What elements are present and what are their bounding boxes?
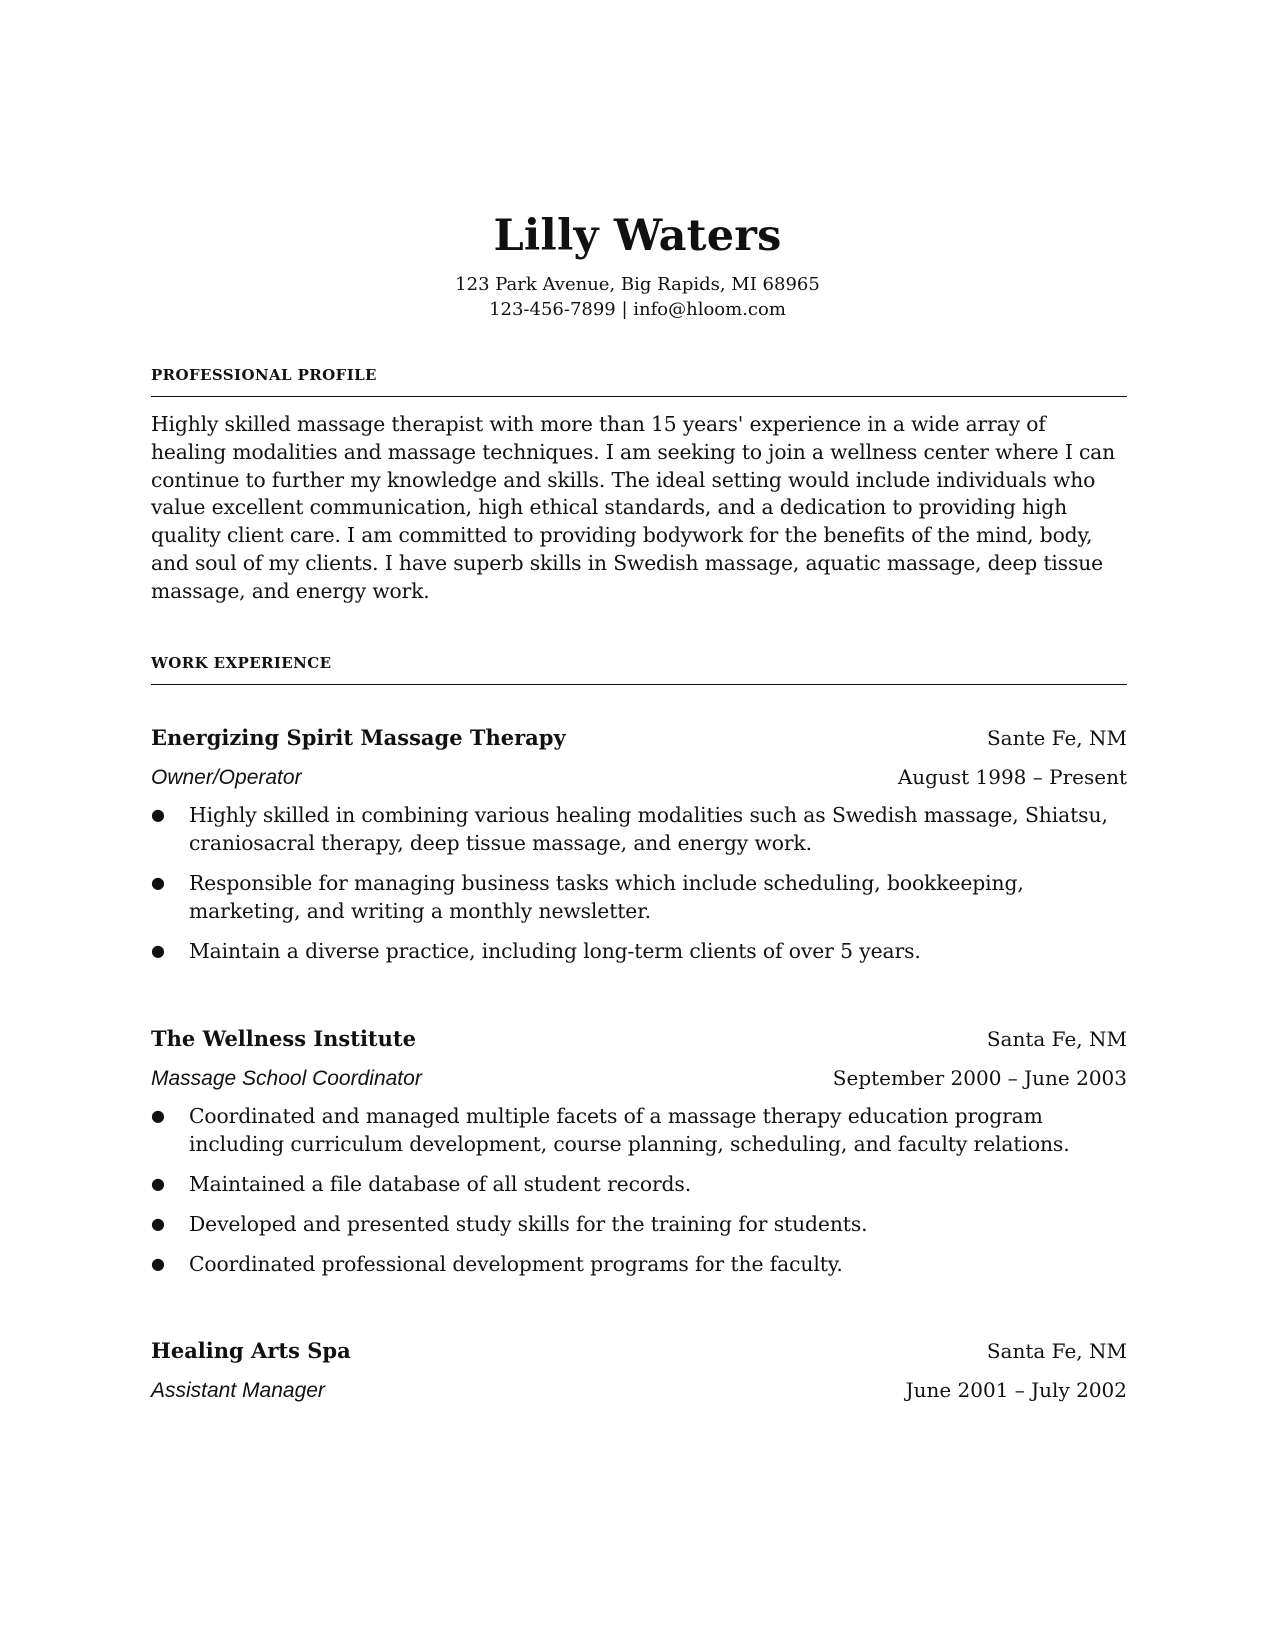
profile-section-title: PROFESSIONAL PROFILE: [151, 366, 1127, 397]
job-role: Owner/Operator: [151, 766, 302, 789]
company-name: Energizing Spirit Massage Therapy: [151, 725, 566, 750]
bullet-item: ● Maintain a diverse practice, including long-term clients of over 5 years.: [151, 939, 921, 963]
bullet-icon: ●: [151, 1174, 165, 1193]
job-bullets: [151, 801, 1127, 965]
candidate-name: Lilly Waters: [493, 211, 782, 261]
job-bullets: [151, 1102, 1127, 1278]
job-entry: [151, 1024, 1127, 1290]
job-role-row: [151, 1063, 1127, 1094]
bullet-item: ● Developed and presented study skills for the training for students.: [151, 1212, 868, 1236]
bullet-item: ● Responsible for managing business tasks which include scheduling, bookkeeping, marketing, and writing a monthly newsletter.: [151, 871, 1024, 923]
bullet-icon: ●: [151, 1214, 165, 1233]
profile-section: [151, 366, 1127, 606]
contact-block: [0, 272, 1275, 322]
experience-section: [151, 654, 1127, 685]
job-role-row: [151, 762, 1127, 793]
job-entry: [151, 1336, 1127, 1406]
phone-email-line: 123-456-7899 | info@hloom.com: [489, 299, 786, 320]
job-location: Sante Fe, NM: [986, 726, 1127, 750]
resume-header: [0, 208, 1275, 322]
job-role: Massage School Coordinator: [151, 1067, 422, 1090]
job-location: Santa Fe, NM: [986, 1339, 1127, 1363]
job-role-row: [151, 1375, 1127, 1406]
job-header-row: [151, 1024, 1127, 1054]
job-dates: August 1998 – Present: [897, 765, 1127, 789]
bullet-icon: ●: [151, 873, 165, 892]
job-dates: June 2001 – July 2002: [905, 1378, 1127, 1402]
bullet-icon: ●: [151, 1254, 165, 1273]
job-header-row: [151, 723, 1127, 753]
bullet-item: ● Coordinated and managed multiple facets of a massage therapy education program including curriculum development, course planning, scheduling, and faculty relations.: [151, 1104, 1070, 1156]
job-role: Assistant Manager: [151, 1379, 325, 1402]
bullet-icon: ●: [151, 1106, 165, 1125]
bullet-icon: ●: [151, 941, 165, 960]
job-header-row: [151, 1336, 1127, 1366]
profile-text: Highly skilled massage therapist with more than 15 years' experience in a wide array of healing modalities and massage techniques. I am seeking to join a wellness center where I can continue to further my knowledge and skills. The ideal setting would include individuals who value excellent communication, high ethical standards, and a dedication to providing high quality client care. I am committed to providing bodywork for the benefits of the mind, body, and soul of my clients. I have superb skills in Swedish massage, aquatic massage, deep tissue massage, and energy work.: [151, 412, 1116, 603]
address-line: 123 Park Avenue, Big Rapids, MI 68965: [455, 274, 820, 295]
company-name: Healing Arts Spa: [151, 1338, 351, 1363]
company-name: The Wellness Institute: [151, 1026, 416, 1051]
bullet-item: ● Maintained a file database of all student records.: [151, 1172, 692, 1196]
experience-section-title: WORK EXPERIENCE: [151, 654, 1127, 685]
job-location: Santa Fe, NM: [986, 1027, 1127, 1051]
bullet-icon: ●: [151, 805, 165, 824]
job-entry: [151, 723, 1127, 977]
bullet-item: ● Highly skilled in combining various healing modalities such as Swedish massage, Shiatsu, craniosacral therapy, deep tissue massage, and energy work.: [151, 803, 1108, 855]
bullet-item: ● Coordinated professional development programs for the faculty.: [151, 1252, 843, 1276]
job-dates: September 2000 – June 2003: [832, 1066, 1127, 1090]
